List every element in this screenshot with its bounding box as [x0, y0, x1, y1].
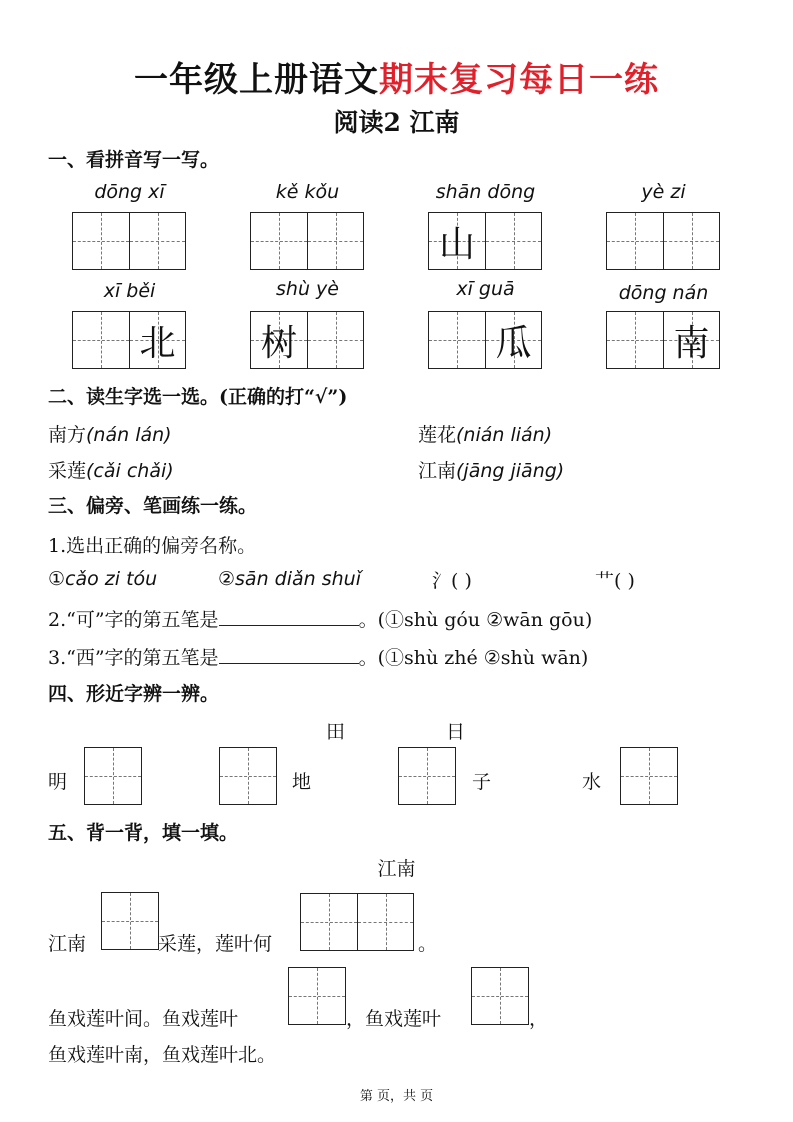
answer-box[interactable] [219, 747, 277, 805]
similar-char-3: 子 [472, 771, 492, 793]
grid-char: 南 [673, 322, 710, 364]
grid-char: 山 [438, 223, 475, 265]
pinyin-3: shān dōng [435, 181, 536, 203]
grid-char [486, 213, 541, 269]
poem-line-2b: ，鱼戏莲叶 [346, 1008, 442, 1030]
pinyin-6: shù yè [276, 278, 339, 300]
answer-box[interactable] [300, 893, 414, 951]
poem-line-3: 鱼戏莲叶南，鱼戏莲叶北。 [48, 1044, 277, 1066]
grid-char [429, 312, 485, 368]
writing-grid[interactable] [72, 212, 186, 270]
grid-char [251, 213, 307, 269]
choice-word: 采莲 [48, 460, 87, 482]
choice-options: (cǎi chǎi) [86, 460, 174, 482]
question-options: 。(①shù zhé ②shù wān) [358, 647, 589, 669]
writing-grid[interactable] [606, 311, 720, 369]
answer-box[interactable] [288, 967, 346, 1025]
section-4-heading: 四、形近字辨一辨。 [48, 683, 220, 705]
poem-line-2a: 鱼戏莲叶间。鱼戏莲叶 [48, 1008, 239, 1030]
hint-char-1: 田 [326, 721, 346, 743]
choice-item[interactable] [418, 420, 552, 447]
similar-char-4: 水 [582, 771, 602, 793]
grid-char [73, 213, 129, 269]
grid-char [664, 213, 719, 269]
radical-answer-1[interactable] [432, 566, 472, 593]
worksheet-title [0, 52, 793, 101]
hint-char-2: 日 [446, 721, 466, 743]
grid-char [130, 213, 185, 269]
choice-item[interactable] [418, 456, 564, 483]
similar-char-1: 明 [48, 771, 68, 793]
answer-box[interactable] [398, 747, 456, 805]
grid-char [607, 312, 663, 368]
writing-grid[interactable] [72, 311, 186, 369]
title-part-red: 期末复习每日一练 [379, 60, 659, 100]
similar-char-2: 地 [292, 771, 312, 793]
question-3 [48, 643, 588, 670]
radical-answer-2[interactable] [595, 566, 635, 593]
answer-box[interactable] [101, 892, 159, 950]
grid-char: 树 [260, 322, 297, 364]
page-footer: 第 页，共 页 [359, 1089, 434, 1104]
pinyin-4: yè zi [641, 181, 686, 203]
poem-line-1a: 江南 [48, 933, 87, 955]
choice-item[interactable] [48, 420, 172, 447]
writing-grid[interactable] [428, 311, 542, 369]
grid-char [607, 213, 663, 269]
title-part-black: 一年级上册语文 [134, 60, 379, 100]
answer-line[interactable] [219, 645, 359, 664]
grid-char [73, 312, 129, 368]
choice-word: 江南 [418, 460, 457, 482]
grid-char: 北 [139, 322, 176, 364]
choice-options: (nán lán) [86, 424, 172, 446]
answer-box[interactable] [84, 747, 142, 805]
answer-paren: ( ) [451, 570, 472, 592]
question-2 [48, 605, 592, 632]
grid-char: 瓜 [495, 322, 532, 364]
poem-line-2c: ， [529, 1008, 549, 1030]
choice-options: (nián lián) [456, 424, 553, 446]
answer-line[interactable] [219, 607, 359, 626]
question-options: 。(①shù góu ②wān gōu) [358, 609, 593, 631]
radical-option-2: ②sān diǎn shuǐ [218, 568, 361, 590]
choice-options: (jāng jiāng) [456, 460, 565, 482]
poem-line-1b: 采莲，莲叶何 [158, 933, 273, 955]
writing-grid[interactable] [250, 311, 364, 369]
radical-glyph: 艹 [595, 570, 615, 592]
question-1: 1.选出正确的偏旁名称。 [48, 535, 257, 557]
writing-grid[interactable] [428, 212, 542, 270]
choice-word: 莲花 [418, 424, 457, 446]
choice-word: 南方 [48, 424, 87, 446]
choice-item[interactable] [48, 456, 174, 483]
question-text: 2.“可”字的第五笔是 [48, 609, 219, 631]
grid-char [308, 312, 363, 368]
pinyin-1: dōng xī [94, 181, 165, 203]
writing-grid[interactable] [250, 212, 364, 270]
pinyin-7: xī guā [456, 278, 515, 300]
poem-title: 江南 [377, 858, 416, 880]
grid-char [308, 213, 363, 269]
pinyin-5: xī běi [103, 280, 156, 302]
answer-paren: ( ) [614, 570, 635, 592]
question-text: 3.“西”字的第五笔是 [48, 647, 219, 669]
radical-option-1: ①cǎo zi tóu [48, 568, 158, 590]
section-3-heading: 三、偏旁、笔画练一练。 [48, 495, 258, 517]
pinyin-8: dōng nán [618, 282, 709, 304]
writing-grid[interactable] [606, 212, 720, 270]
section-5-heading: 五、背一背，填一填。 [48, 822, 239, 844]
section-2-heading: 二、读生字选一选。(正确的打“√”) [48, 386, 348, 408]
answer-box[interactable] [620, 747, 678, 805]
pinyin-2: kě kǒu [275, 181, 340, 203]
radical-glyph: 氵 [432, 570, 452, 592]
poem-line-1c: 。 [418, 933, 438, 955]
section-1-heading: 一、看拼音写一写。 [48, 149, 220, 171]
answer-box[interactable] [471, 967, 529, 1025]
worksheet-subtitle: 阅读2 江南 [333, 108, 460, 137]
